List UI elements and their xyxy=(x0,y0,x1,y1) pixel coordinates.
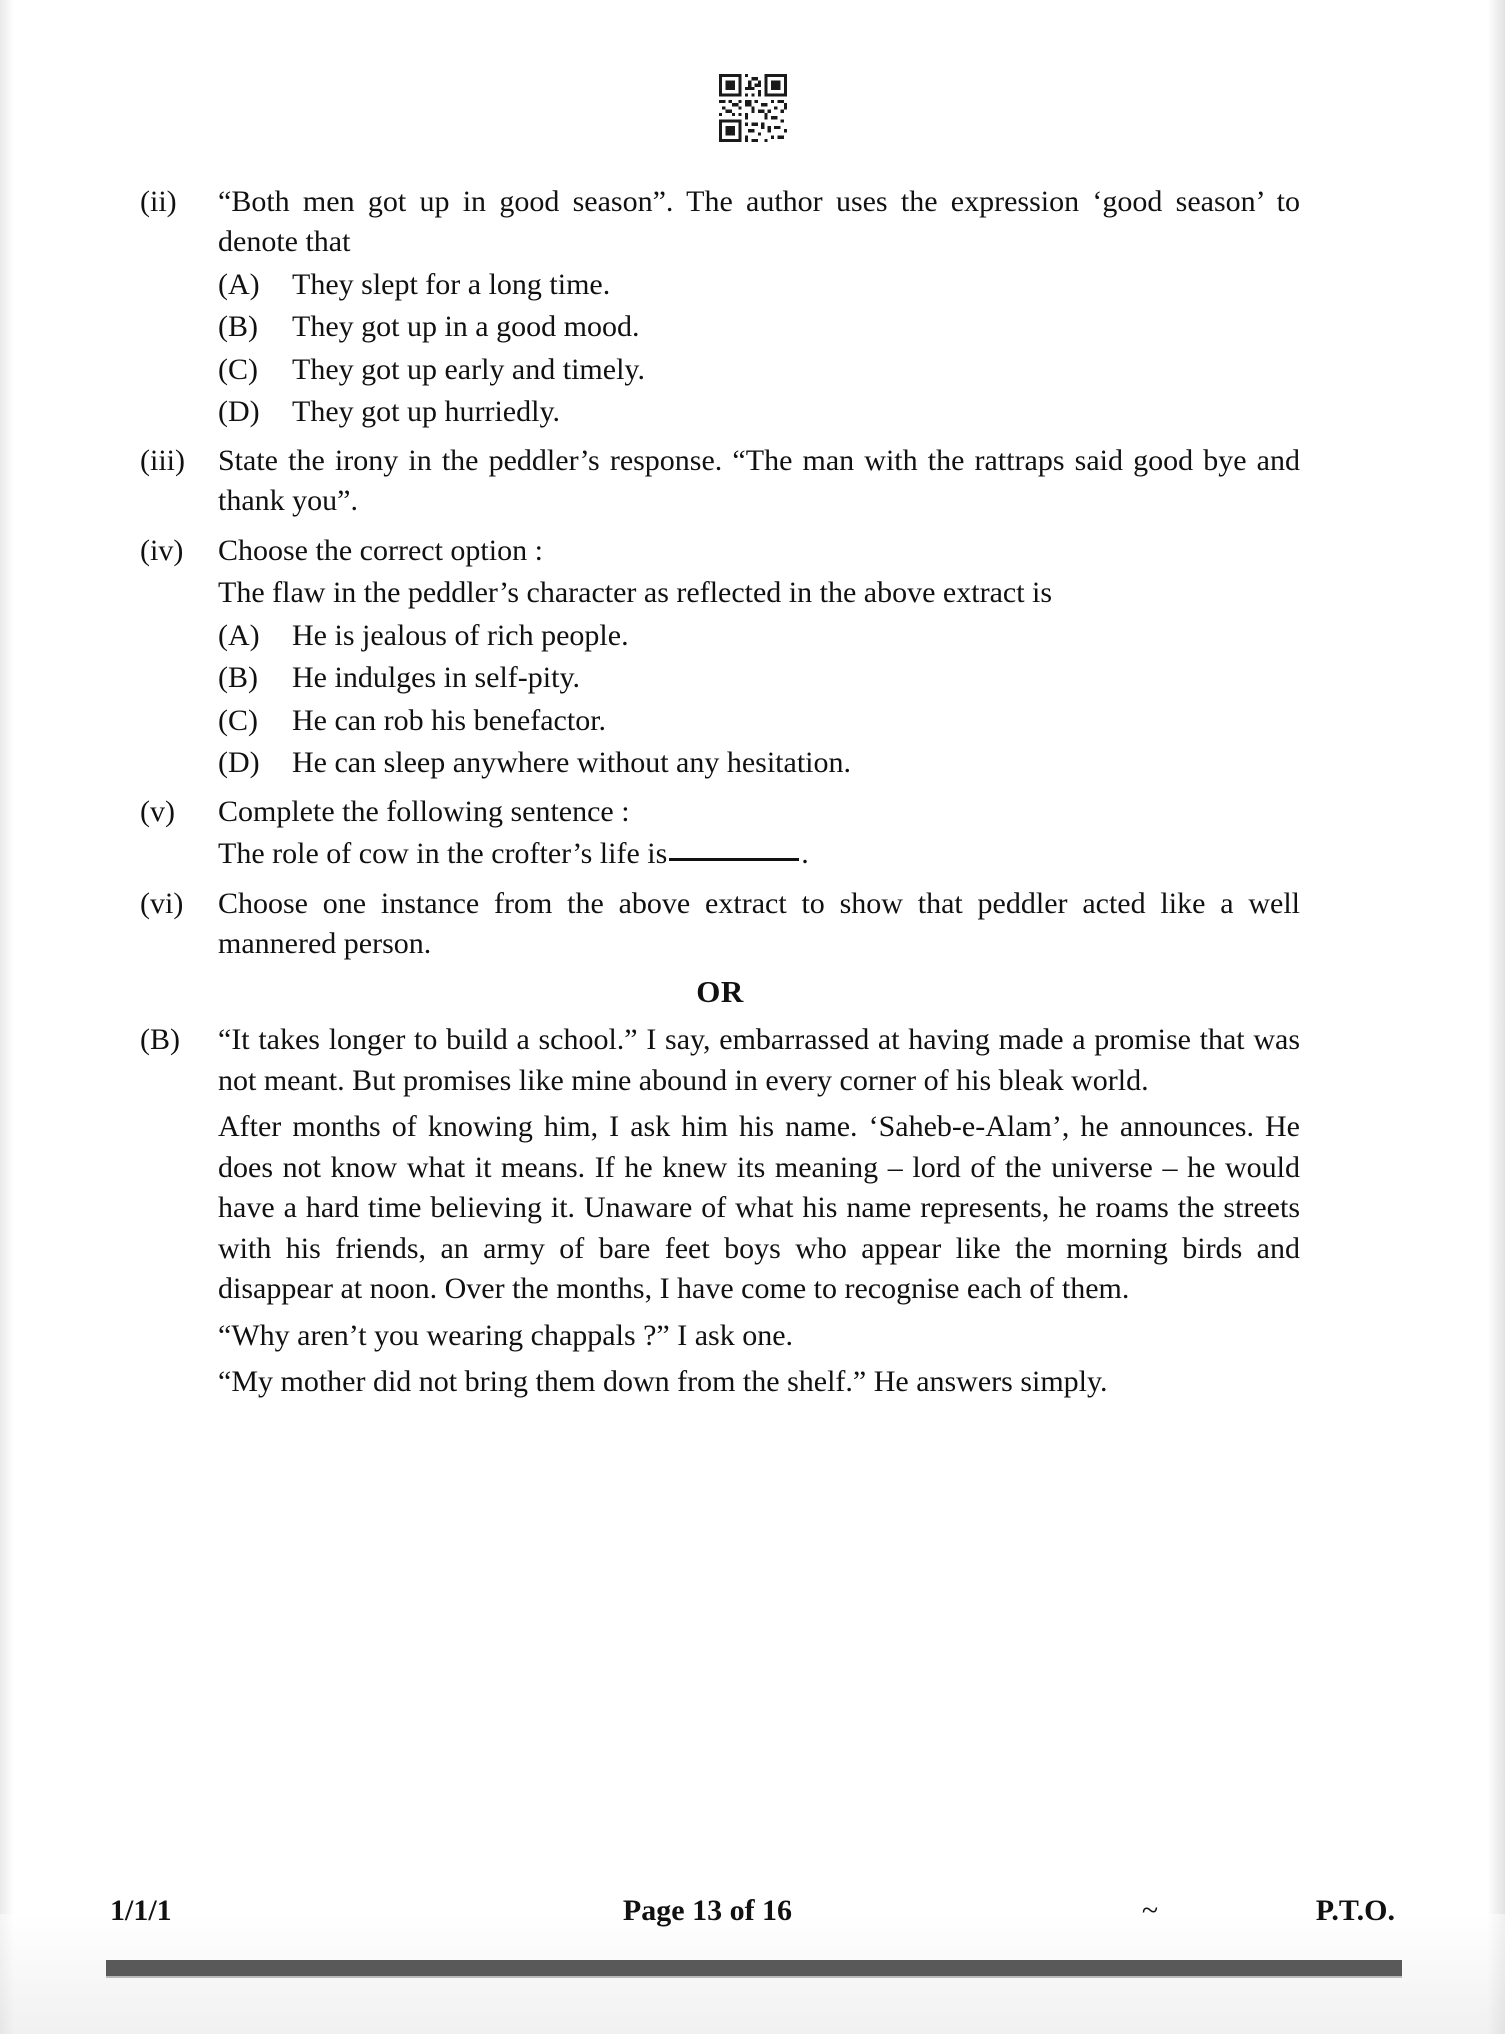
option-list xyxy=(218,615,1300,784)
qr-code-container xyxy=(0,74,1505,147)
option-text: They got up early and timely. xyxy=(292,352,645,386)
option-label: (A) xyxy=(218,267,260,301)
fill-in-blank-wrap xyxy=(218,834,1300,874)
question-item xyxy=(140,792,1300,832)
question-item xyxy=(140,182,1300,262)
option-text: He can sleep anywhere without any hesitation. xyxy=(292,746,851,780)
question-item xyxy=(140,531,1300,571)
tilde-mark: ~ xyxy=(1141,1894,1159,1927)
spacer xyxy=(140,876,1300,884)
pto-label: P.T.O. xyxy=(1315,1894,1395,1927)
option-text: They slept for a long time. xyxy=(292,267,611,301)
option-item[interactable] xyxy=(218,742,1300,783)
option-text: They got up hurriedly. xyxy=(292,394,560,428)
fill-in-blank-prefix: The role of cow in the crofter’s life is xyxy=(218,837,668,871)
alternative-marker: (B) xyxy=(140,1023,180,1057)
question-item xyxy=(140,884,1300,964)
option-text: He is jealous of rich people. xyxy=(292,618,629,652)
option-item[interactable] xyxy=(218,657,1300,698)
spacer xyxy=(140,784,1300,792)
question-marker: (vi) xyxy=(140,887,184,921)
footer-bar xyxy=(106,1960,1402,1976)
option-label: (A) xyxy=(218,618,260,652)
option-text: They got up in a good mood. xyxy=(292,310,640,344)
question-marker: (v) xyxy=(140,795,175,829)
option-item[interactable] xyxy=(218,700,1300,741)
spacer xyxy=(140,433,1300,441)
question-stem: “Both men got up in good season”. The author uses the expression ‘good season’ to denote that xyxy=(218,185,1300,258)
paragraph: “My mother did not bring them down from the shelf.” He answers simply. xyxy=(218,1365,1108,1399)
page-number: Page 13 of 16 xyxy=(622,1894,793,1927)
option-item[interactable] xyxy=(218,349,1300,390)
question-stem: Choose one instance from the above extract to show that peddler acted like a well mannered person. xyxy=(218,887,1300,961)
paragraph: “Why aren’t you wearing chappals ?” I ask one. xyxy=(218,1318,794,1352)
paragraph: “It takes longer to build a school.” I say, embarrassed at having made a promise that was not meant. But promises like mine abound in every corner of his bleak world. xyxy=(218,1023,1300,1097)
alternative-body xyxy=(218,1020,1300,1409)
question-marker: (iii) xyxy=(140,444,185,478)
page-footer xyxy=(110,1894,1395,1928)
option-label: (D) xyxy=(218,746,260,780)
scan-edge-left xyxy=(0,0,14,2034)
question-stem: Complete the following sentence : xyxy=(218,795,630,829)
alternative-item xyxy=(140,1020,1300,1409)
option-label: (B) xyxy=(218,310,258,344)
fill-in-blank-line xyxy=(218,834,1300,874)
option-item[interactable] xyxy=(218,306,1300,347)
question-substem-wrap xyxy=(218,573,1300,613)
option-label: (D) xyxy=(218,394,260,428)
blank-underline[interactable] xyxy=(669,858,799,861)
option-text: He can rob his benefactor. xyxy=(292,703,607,737)
spacer xyxy=(140,523,1300,531)
fill-in-blank-suffix: . xyxy=(801,837,809,871)
qr-code-icon xyxy=(719,74,787,142)
or-divider: OR xyxy=(696,974,744,1010)
option-label: (C) xyxy=(218,703,258,737)
option-list xyxy=(218,264,1300,433)
question-substem: The flaw in the peddler’s character as reflected in the above extract is xyxy=(218,576,1053,610)
option-item[interactable] xyxy=(218,264,1300,305)
question-marker: (iv) xyxy=(140,534,184,568)
paper-code: 1/1/1 xyxy=(110,1894,172,1927)
scan-edge-right xyxy=(1487,0,1505,2034)
option-text: He indulges in self-pity. xyxy=(292,661,581,695)
option-label: (C) xyxy=(218,352,258,386)
question-marker: (ii) xyxy=(140,185,177,218)
question-stem: Choose the correct option : xyxy=(218,534,543,568)
question-item xyxy=(140,441,1300,521)
option-item[interactable] xyxy=(218,615,1300,656)
question-content xyxy=(140,182,1300,1411)
option-label: (B) xyxy=(218,661,258,695)
option-item[interactable] xyxy=(218,391,1300,432)
question-stem: State the irony in the peddler’s response. “The man with the rattraps said good bye and thank you”. xyxy=(218,444,1300,518)
paragraph: After months of knowing him, I ask him his name. ‘Saheb-e-Alam’, he announces. He does not know what it means. If he knew its meaning – lord of the universe – he would have a hard time believing it. Unaware of what his name represents, he roams the streets with his friends, an army of bare feet boys who appear like the morning birds and disappear at noon. Over the months, I have come to recognise each of them. xyxy=(218,1110,1300,1306)
